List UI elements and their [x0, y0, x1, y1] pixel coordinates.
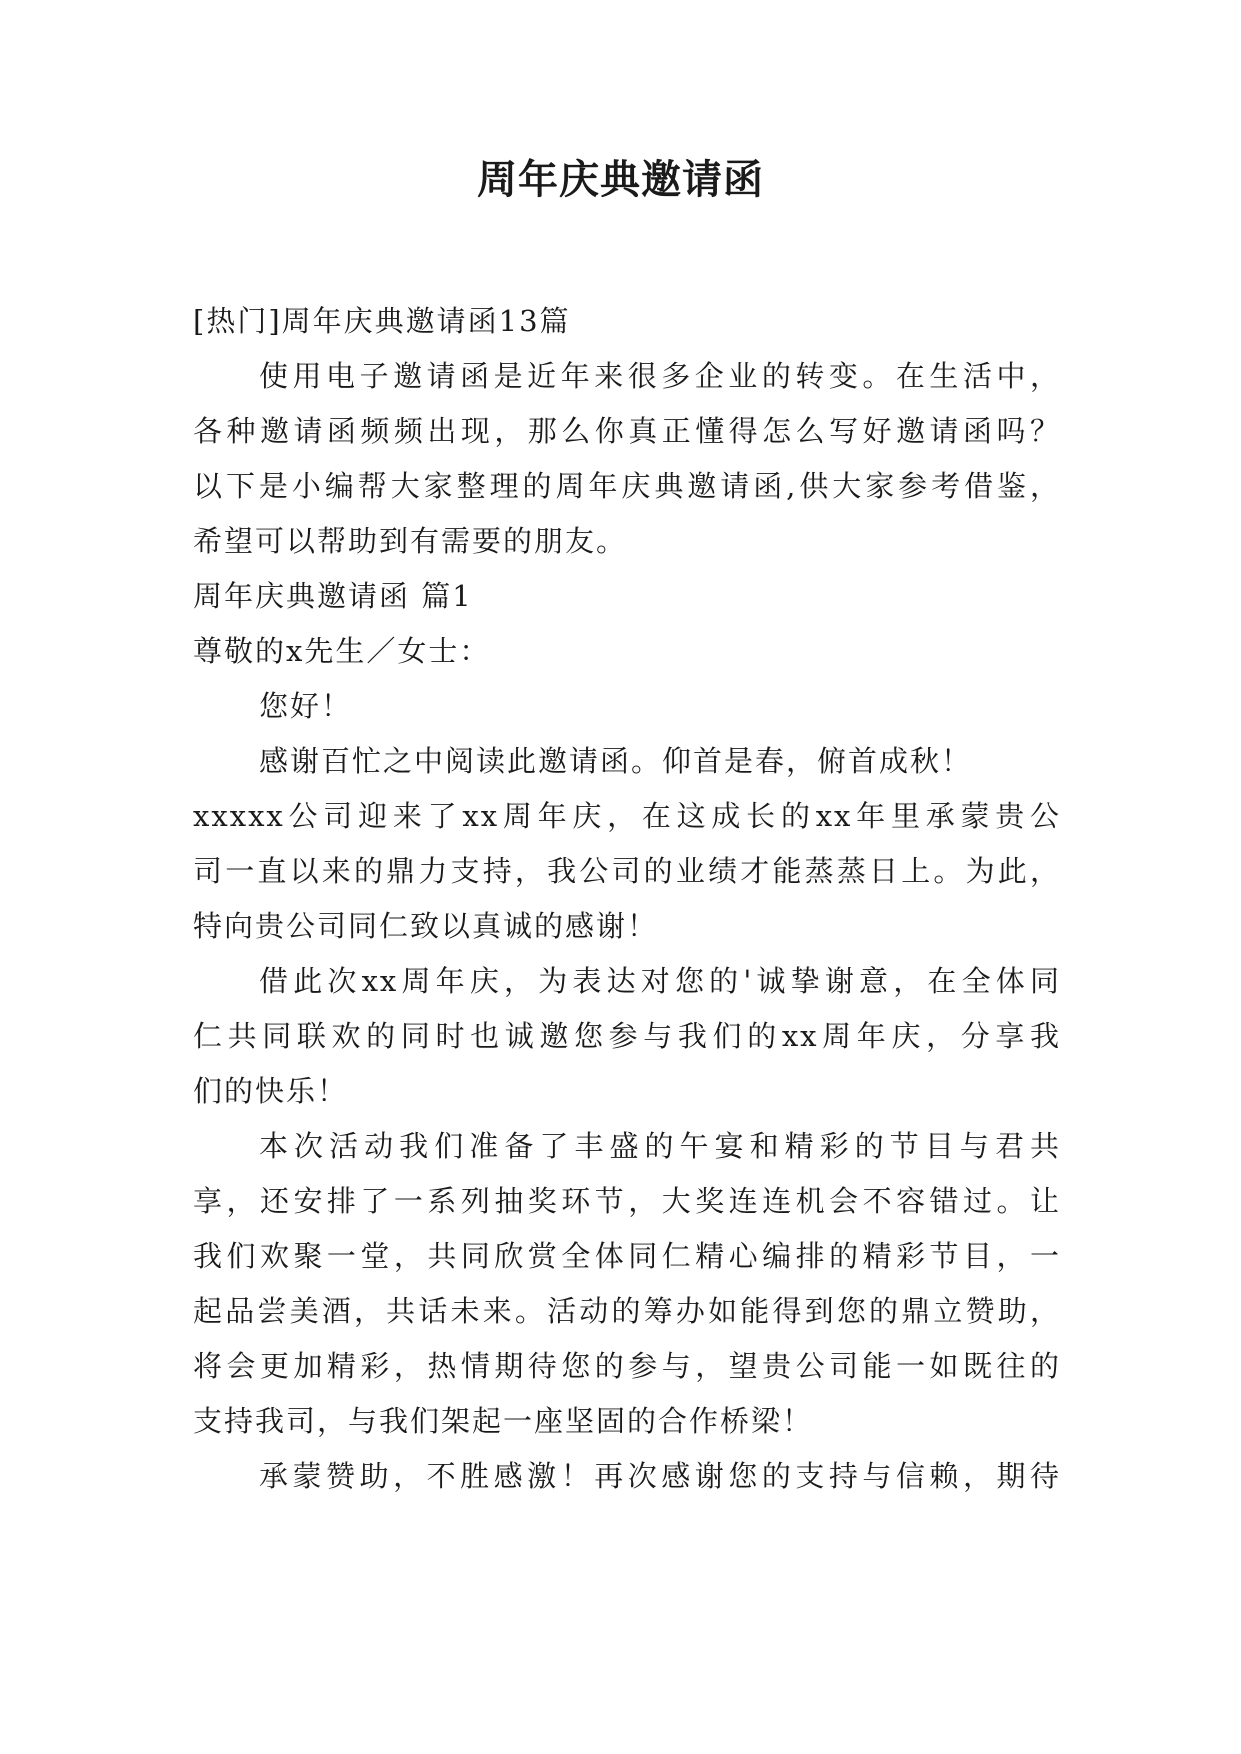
intro-line-4: 希望可以帮助到有需要的朋友。: [193, 524, 628, 558]
para1-line-2: xxxxx公司迎来了xx周年庆，在这成长的xx年里承蒙贵公: [193, 799, 1061, 833]
para3-line-4: 起品尝美酒，共话未来。活动的筹办如能得到您的鼎立赞助，: [193, 1294, 1061, 1328]
para2-line-2: 仁共同联欢的同时也诚邀您参与我们的xx周年庆，分享我: [193, 1019, 1061, 1053]
section-heading-1: 周年庆典邀请函 篇1: [193, 579, 473, 613]
intro-line-3: 以下是小编帮大家整理的周年庆典邀请函,供大家参考借鉴，: [193, 469, 1061, 503]
para3-line-1: 本次活动我们准备了丰盛的午宴和精彩的节目与君共: [259, 1129, 1061, 1163]
para1-line-1: 感谢百忙之中阅读此邀请函。仰首是春，俯首成秋！: [259, 744, 973, 778]
document-title: 周年庆典邀请函: [477, 157, 764, 203]
salutation: 尊敬的x先生／女士：: [193, 634, 491, 668]
intro-line-1: 使用电子邀请函是近年来很多企业的转变。在生活中，: [259, 359, 1061, 393]
para1-line-3: 司一直以来的鼎力支持，我公司的业绩才能蒸蒸日上。为此，: [193, 854, 1061, 888]
greeting: 您好！: [259, 689, 353, 723]
para3-line-5: 将会更加精彩，热情期待您的参与，望贵公司能一如既往的: [193, 1349, 1061, 1383]
para3-line-3: 我们欢聚一堂，共同欣赏全体同仁精心编排的精彩节目，一: [193, 1239, 1061, 1273]
para2-line-1: 借此次xx周年庆，为表达对您的'诚挚谢意，在全体同: [259, 964, 1061, 998]
heading-hot-13: [热门]周年庆典邀请函13篇: [193, 304, 571, 338]
intro-line-2: 各种邀请函频频出现，那么你真正懂得怎么写好邀请函吗？: [193, 414, 1061, 448]
para2-line-3: 们的快乐！: [193, 1074, 349, 1108]
para1-line-4: 特向贵公司同仁致以真诚的感谢！: [193, 909, 659, 943]
para3-line-2: 享，还安排了一系列抽奖环节，大奖连连机会不容错过。让: [193, 1184, 1061, 1218]
para3-line-6: 支持我司，与我们架起一座坚固的合作桥梁！: [193, 1404, 814, 1438]
para4-line-1: 承蒙赞助，不胜感激！再次感谢您的支持与信赖，期待: [259, 1459, 1061, 1493]
